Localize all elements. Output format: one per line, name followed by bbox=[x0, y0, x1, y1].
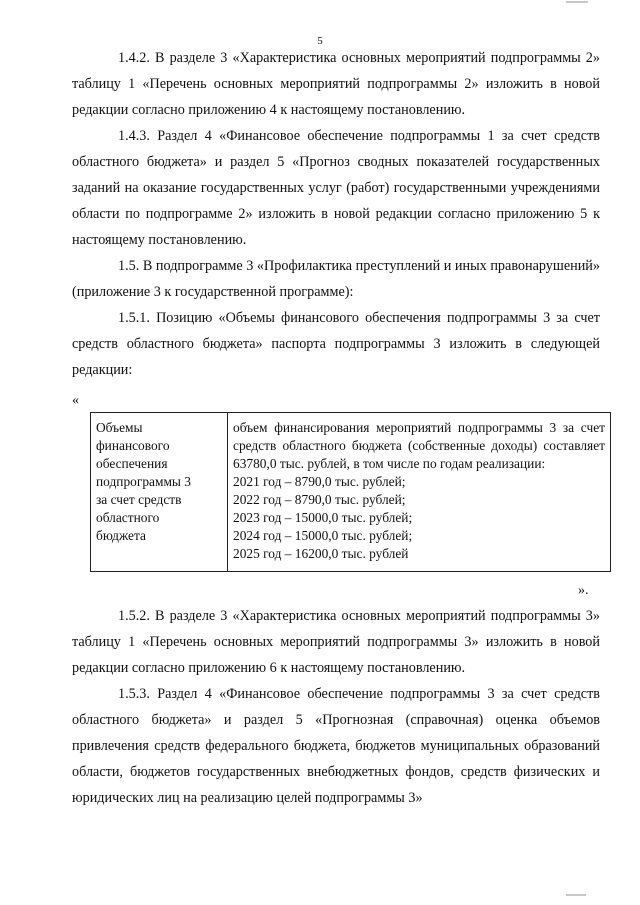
table-label-cell bbox=[91, 413, 228, 572]
paragraph-1-5-2: 1.5.2. В разделе 3 «Характеристика основных мероприятий подпрограммы 3» таблицу 1 «Перечень основных мероприятий подпрограммы 3» изложить в новой редакции согласно приложению 6 к настоящему постановлению. bbox=[72, 608, 600, 676]
table-value-cell bbox=[228, 413, 611, 572]
label-line: подпрограммы 3 bbox=[96, 474, 191, 489]
label-line: обеспечения bbox=[96, 456, 168, 471]
value-year-2023: 2023 год – 15000,0 тыс. рублей; bbox=[233, 510, 413, 525]
document-body-bottom bbox=[72, 603, 600, 811]
label-line: Объемы bbox=[96, 420, 143, 435]
paragraph-1-4-2: 1.4.2. В разделе 3 «Характеристика основных мероприятий подпрограммы 2» таблицу 1 «Перечень основных мероприятий подпрограммы 2» изложить в новой редакции согласно приложению 4 к настоящему постановлению. bbox=[72, 50, 600, 118]
paragraph-1-5-3: 1.5.3. Раздел 4 «Финансовое обеспечение подпрограммы 3 за счет средств областного бюджета» и раздел 5 «Прогнозная (справочная) оценка объемов привлечения средств федерального бюджета, бюджетов муниципальных образований области, бюджетов государственных внебюджетных фондов, средств физических и юридических лиц на реализацию целей подпрограммы 3» bbox=[72, 686, 600, 806]
document-body-top bbox=[72, 45, 600, 383]
label-line: финансового bbox=[96, 438, 170, 453]
label-line: за счет средств bbox=[96, 492, 182, 507]
value-year-2025: 2025 год – 16200,0 тыс. рублей bbox=[233, 546, 409, 561]
label-line: областного bbox=[96, 510, 160, 525]
scan-artifact-bottom-right bbox=[566, 894, 586, 896]
value-year-2024: 2024 год – 15000,0 тыс. рублей; bbox=[233, 528, 413, 543]
closing-quote: ». bbox=[578, 583, 589, 598]
table-row bbox=[91, 413, 611, 572]
value-year-2022: 2022 год – 8790,0 тыс. рублей; bbox=[233, 492, 406, 507]
paragraph-1-5-1: 1.5.1. Позицию «Объемы финансового обеспечения подпрограммы 3 за счет средств областного бюджета» паспорта подпрограммы 3 изложить в следующей редакции: bbox=[72, 310, 600, 378]
passport-table bbox=[90, 412, 611, 572]
value-year-2021: 2021 год – 8790,0 тыс. рублей; bbox=[233, 474, 406, 489]
opening-quote: « bbox=[72, 393, 79, 408]
paragraph-1-4-3: 1.4.3. Раздел 4 «Финансовое обеспечение подпрограммы 1 за счет средств областного бюджета» и раздел 5 «Прогноз сводных показателей государственных заданий на оказание государственных услуг (работ) государственными учреждениями области по подпрограмме 2» изложить в новой редакции согласно приложению 5 к настоящему постановлению. bbox=[72, 128, 600, 248]
scan-artifact-top-right bbox=[566, 1, 588, 3]
label-line: бюджета bbox=[96, 528, 146, 543]
paragraph-1-5: 1.5. В подпрограмме 3 «Профилактика преступлений и иных правонарушений» (приложение 3 к государственной программе): bbox=[72, 258, 600, 300]
page-number: 5 bbox=[317, 35, 323, 47]
value-intro: объем финансирования мероприятий подпрограммы 3 за счет средств областного бюджета (собственные доходы) составляет 63780,0 тыс. рублей, в том числе по годам реализации: bbox=[233, 420, 605, 471]
